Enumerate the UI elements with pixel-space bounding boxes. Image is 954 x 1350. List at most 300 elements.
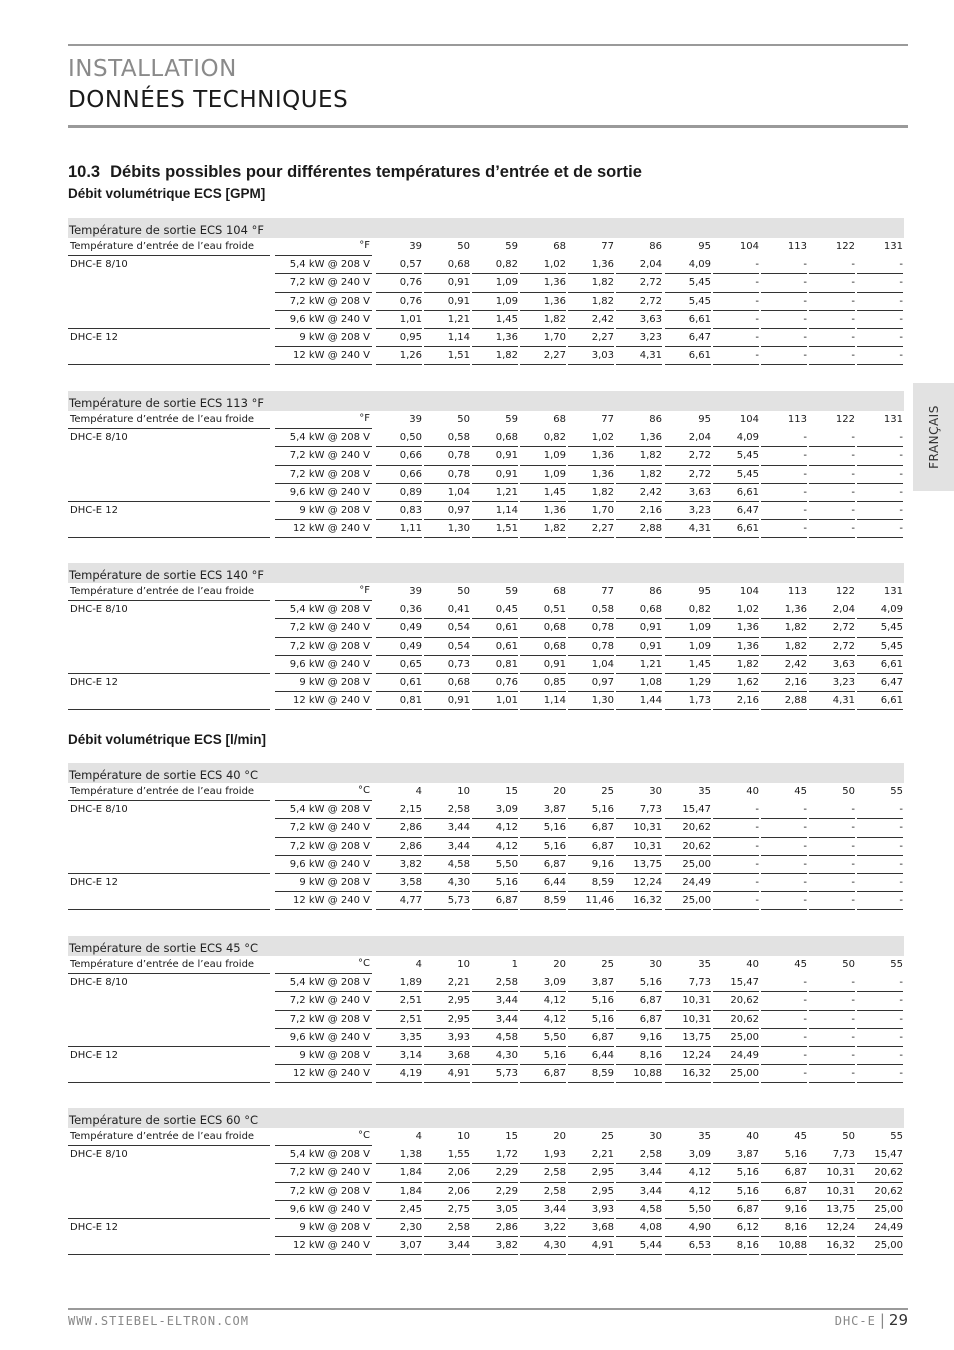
model-label: DHC-E 8/10 bbox=[70, 1149, 128, 1161]
flow-value: 4,12 bbox=[688, 1185, 711, 1197]
inlet-temp: 45 bbox=[794, 786, 807, 797]
footer-rule bbox=[68, 1308, 908, 1310]
flow-value: 13,75 bbox=[826, 1203, 855, 1215]
flow-value: 0,73 bbox=[447, 658, 470, 670]
flow-value: 2,42 bbox=[639, 486, 662, 498]
flow-value: - bbox=[803, 977, 807, 989]
flow-value: 5,50 bbox=[688, 1203, 711, 1215]
flow-row bbox=[68, 892, 904, 910]
value-underline bbox=[857, 364, 903, 365]
flow-value: 20,62 bbox=[730, 995, 759, 1007]
flow-value: 6,61 bbox=[688, 313, 711, 325]
flow-value: 16,32 bbox=[682, 1068, 711, 1080]
flow-value: - bbox=[851, 313, 855, 325]
flow-value: 2,88 bbox=[639, 523, 662, 535]
inlet-temp: 68 bbox=[553, 241, 566, 252]
flow-value: - bbox=[803, 858, 807, 870]
flow-value: - bbox=[851, 259, 855, 271]
flow-value: - bbox=[755, 313, 759, 325]
flow-value: 1,11 bbox=[399, 523, 422, 535]
unit-label: °F bbox=[359, 240, 370, 251]
flow-value: 0,81 bbox=[399, 695, 422, 707]
flow-value: 1,51 bbox=[495, 523, 518, 535]
flow-value: - bbox=[803, 313, 807, 325]
unit-label: °F bbox=[359, 585, 370, 596]
inlet-temp: 59 bbox=[505, 241, 518, 252]
inlet-temp: 50 bbox=[457, 241, 470, 252]
flow-value: 5,45 bbox=[736, 450, 759, 462]
inlet-temp: 131 bbox=[883, 414, 903, 425]
flow-value: - bbox=[899, 876, 903, 888]
flow-value: 5,16 bbox=[639, 977, 662, 989]
flow-value: 1,21 bbox=[447, 313, 470, 325]
value-underline bbox=[616, 709, 662, 710]
inlet-temp: 59 bbox=[505, 586, 518, 597]
flow-value: 0,81 bbox=[495, 658, 518, 670]
flow-value: 20,62 bbox=[682, 840, 711, 852]
inlet-temp: 68 bbox=[553, 414, 566, 425]
flow-value: - bbox=[755, 876, 759, 888]
power-config: 7,2 kW @ 240 V bbox=[289, 1167, 370, 1179]
flow-value: 2,58 bbox=[447, 1221, 470, 1233]
flow-value: 1,14 bbox=[447, 331, 470, 343]
inlet-label: Température d’entrée de l’eau froide bbox=[70, 959, 255, 970]
flow-value: - bbox=[899, 840, 903, 852]
flow-value: 0,68 bbox=[543, 622, 566, 634]
flow-value: 0,68 bbox=[639, 604, 662, 616]
flow-value: 10,88 bbox=[633, 1068, 662, 1080]
flow-value: 3,68 bbox=[447, 1049, 470, 1061]
flow-value: - bbox=[755, 277, 759, 289]
flow-value: 0,82 bbox=[688, 604, 711, 616]
power-config: 12 kW @ 240 V bbox=[292, 1068, 370, 1080]
power-config: 12 kW @ 240 V bbox=[292, 350, 370, 362]
flow-value: 10,31 bbox=[682, 1013, 711, 1025]
flow-value: 1,82 bbox=[639, 468, 662, 480]
flow-value: 2,58 bbox=[447, 804, 470, 816]
flow-value: 1,38 bbox=[399, 1149, 422, 1161]
flow-value: 5,16 bbox=[736, 1167, 759, 1179]
flow-value: 24,49 bbox=[874, 1221, 903, 1233]
flow-value: 2,15 bbox=[399, 804, 422, 816]
flow-value: 6,47 bbox=[880, 676, 903, 688]
flow-value: 0,54 bbox=[447, 640, 470, 652]
value-underline bbox=[376, 709, 422, 710]
flow-value: - bbox=[851, 331, 855, 343]
flow-value: 0,58 bbox=[591, 604, 614, 616]
inlet-temp: 15 bbox=[505, 786, 518, 797]
value-underline bbox=[568, 709, 614, 710]
flow-value: 2,72 bbox=[688, 468, 711, 480]
flow-row bbox=[68, 256, 904, 274]
flow-value: 0,82 bbox=[495, 259, 518, 271]
flow-value: - bbox=[851, 277, 855, 289]
flow-row bbox=[68, 1219, 904, 1237]
model-underline bbox=[68, 909, 270, 910]
inlet-temp: 39 bbox=[409, 414, 422, 425]
flow-value: 6,61 bbox=[880, 695, 903, 707]
value-underline bbox=[809, 709, 855, 710]
inlet-temp: 131 bbox=[883, 586, 903, 597]
flow-value: 20,62 bbox=[874, 1167, 903, 1179]
flow-value: 2,42 bbox=[784, 658, 807, 670]
flow-value: 4,31 bbox=[688, 523, 711, 535]
flow-value: 10,31 bbox=[633, 822, 662, 834]
flow-value: 1,89 bbox=[399, 977, 422, 989]
table-title: Température de sortie ECS 60 °C bbox=[68, 1108, 904, 1128]
flow-value: 0,54 bbox=[447, 622, 470, 634]
inlet-temp: 95 bbox=[698, 414, 711, 425]
flow-value: 0,66 bbox=[399, 450, 422, 462]
value-underline bbox=[424, 909, 470, 910]
flow-value: - bbox=[851, 1013, 855, 1025]
value-underline bbox=[857, 1082, 903, 1083]
inlet-temp: 113 bbox=[787, 414, 807, 425]
flow-value: 1,29 bbox=[688, 676, 711, 688]
table-title: Température de sortie ECS 113 °F bbox=[68, 391, 904, 411]
flow-value: 3,44 bbox=[543, 1203, 566, 1215]
flow-value: 0,97 bbox=[591, 676, 614, 688]
flow-value: 3,44 bbox=[495, 1013, 518, 1025]
inlet-temp: 50 bbox=[842, 1131, 855, 1142]
power-config: 5,4 kW @ 208 V bbox=[289, 604, 370, 616]
flow-value: - bbox=[851, 504, 855, 516]
flow-value: 3,44 bbox=[447, 1240, 470, 1252]
flow-value: 2,95 bbox=[591, 1185, 614, 1197]
flow-value: 0,91 bbox=[447, 277, 470, 289]
flow-value: - bbox=[803, 895, 807, 907]
flow-row bbox=[68, 819, 904, 837]
flow-row bbox=[68, 838, 904, 856]
flow-value: 0,91 bbox=[447, 695, 470, 707]
flow-value: 1,82 bbox=[784, 640, 807, 652]
flow-value: 1,01 bbox=[399, 313, 422, 325]
flow-value: - bbox=[899, 468, 903, 480]
config-underline bbox=[275, 1082, 372, 1083]
flow-value: 5,50 bbox=[495, 858, 518, 870]
flow-value: 0,49 bbox=[399, 640, 422, 652]
flow-value: 8,59 bbox=[543, 895, 566, 907]
flow-value: 3,44 bbox=[447, 840, 470, 852]
inlet-temp: 30 bbox=[649, 959, 662, 970]
flow-value: 0,97 bbox=[447, 504, 470, 516]
flow-value: 0,76 bbox=[399, 295, 422, 307]
flow-value: 6,61 bbox=[736, 486, 759, 498]
power-config: 5,4 kW @ 208 V bbox=[289, 1149, 370, 1161]
power-config: 7,2 kW @ 208 V bbox=[289, 468, 370, 480]
flow-value: 1,82 bbox=[591, 295, 614, 307]
power-config: 7,2 kW @ 240 V bbox=[289, 822, 370, 834]
inlet-temp: 50 bbox=[842, 786, 855, 797]
flow-value: - bbox=[755, 295, 759, 307]
flow-value: 4,09 bbox=[736, 432, 759, 444]
section-heading bbox=[68, 163, 642, 182]
inlet-temp: 86 bbox=[649, 414, 662, 425]
unit-label: °C bbox=[358, 958, 370, 969]
value-underline bbox=[424, 1254, 470, 1255]
flow-value: 6,87 bbox=[736, 1203, 759, 1215]
flow-value: - bbox=[899, 1068, 903, 1080]
inlet-temp: 1 bbox=[511, 959, 518, 970]
flow-value: 3,87 bbox=[591, 977, 614, 989]
value-underline bbox=[568, 537, 614, 538]
value-underline bbox=[568, 1082, 614, 1083]
flow-value: - bbox=[851, 977, 855, 989]
flow-value: 5,45 bbox=[880, 640, 903, 652]
flow-value: - bbox=[851, 804, 855, 816]
outlet-temp-table bbox=[68, 1108, 904, 1255]
flow-value: 2,29 bbox=[495, 1167, 518, 1179]
chapter-title: INSTALLATION bbox=[68, 56, 237, 82]
inlet-temp: 10 bbox=[457, 1131, 470, 1142]
inlet-label: Température d’entrée de l’eau froide bbox=[70, 414, 255, 425]
flow-value: - bbox=[899, 350, 903, 362]
inlet-temp: 4 bbox=[415, 959, 422, 970]
flow-value: - bbox=[803, 1031, 807, 1043]
flow-value: 1,36 bbox=[543, 295, 566, 307]
flow-value: - bbox=[899, 895, 903, 907]
flow-value: - bbox=[803, 804, 807, 816]
inlet-temp: 4 bbox=[415, 786, 422, 797]
flow-row bbox=[68, 674, 904, 692]
flow-value: 2,51 bbox=[399, 1013, 422, 1025]
flow-value: 0,95 bbox=[399, 331, 422, 343]
power-config: 7,2 kW @ 240 V bbox=[289, 450, 370, 462]
flow-value: - bbox=[899, 858, 903, 870]
flow-value: 7,73 bbox=[639, 804, 662, 816]
flow-value: 1,36 bbox=[543, 277, 566, 289]
inlet-temp: 122 bbox=[835, 241, 855, 252]
flow-value: 3,63 bbox=[639, 313, 662, 325]
flow-value: 2,51 bbox=[399, 995, 422, 1007]
flow-value: 9,16 bbox=[591, 858, 614, 870]
flow-value: - bbox=[755, 858, 759, 870]
flow-row bbox=[68, 1011, 904, 1029]
inlet-temp: 25 bbox=[601, 1131, 614, 1142]
inlet-temp: 40 bbox=[746, 1131, 759, 1142]
power-config: 9 kW @ 208 V bbox=[299, 876, 370, 888]
inlet-temp: 113 bbox=[787, 241, 807, 252]
inlet-temp: 77 bbox=[601, 586, 614, 597]
flow-value: 2,27 bbox=[591, 331, 614, 343]
flow-value: 2,04 bbox=[639, 259, 662, 271]
flow-value: 1,09 bbox=[543, 468, 566, 480]
flow-value: 4,31 bbox=[639, 350, 662, 362]
flow-value: 5,45 bbox=[688, 295, 711, 307]
flow-value: - bbox=[851, 995, 855, 1007]
power-config: 7,2 kW @ 208 V bbox=[289, 295, 370, 307]
flow-value: - bbox=[899, 486, 903, 498]
flow-row bbox=[68, 1029, 904, 1047]
value-underline bbox=[809, 909, 855, 910]
flow-value: 12,24 bbox=[633, 876, 662, 888]
flow-value: 10,31 bbox=[682, 995, 711, 1007]
value-underline bbox=[472, 537, 518, 538]
flow-value: 3,14 bbox=[399, 1049, 422, 1061]
flow-value: 8,59 bbox=[591, 876, 614, 888]
flow-value: 6,87 bbox=[639, 995, 662, 1007]
flow-value: 8,16 bbox=[639, 1049, 662, 1061]
flow-value: 0,78 bbox=[447, 468, 470, 480]
flow-value: - bbox=[851, 1068, 855, 1080]
flow-row bbox=[68, 619, 904, 637]
flow-value: 6,87 bbox=[591, 822, 614, 834]
flow-row bbox=[68, 601, 904, 619]
flow-value: 1,36 bbox=[784, 604, 807, 616]
inlet-temp: 86 bbox=[649, 586, 662, 597]
flow-value: 15,47 bbox=[682, 804, 711, 816]
flow-value: 2,21 bbox=[591, 1149, 614, 1161]
flow-value: - bbox=[899, 504, 903, 516]
inlet-temp: 30 bbox=[649, 786, 662, 797]
flow-value: 4,09 bbox=[880, 604, 903, 616]
flow-value: 0,91 bbox=[447, 295, 470, 307]
flow-value: 8,16 bbox=[736, 1240, 759, 1252]
flow-value: 0,58 bbox=[447, 432, 470, 444]
flow-value: 3,09 bbox=[688, 1149, 711, 1161]
flow-value: 3,03 bbox=[591, 350, 614, 362]
value-underline bbox=[376, 537, 422, 538]
flow-value: 0,45 bbox=[495, 604, 518, 616]
flow-value: 1,04 bbox=[447, 486, 470, 498]
value-underline bbox=[857, 709, 903, 710]
flow-value: - bbox=[851, 486, 855, 498]
flow-value: 2,06 bbox=[447, 1185, 470, 1197]
power-config: 5,4 kW @ 208 V bbox=[289, 804, 370, 816]
flow-row bbox=[68, 329, 904, 347]
flow-value: 2,58 bbox=[543, 1185, 566, 1197]
value-underline bbox=[857, 909, 903, 910]
value-underline bbox=[520, 1082, 566, 1083]
inlet-temp: 122 bbox=[835, 414, 855, 425]
flow-value: 6,87 bbox=[591, 840, 614, 852]
inlet-temp: 35 bbox=[698, 786, 711, 797]
flow-value: 3,22 bbox=[543, 1221, 566, 1233]
inlet-temp: 35 bbox=[698, 1131, 711, 1142]
flow-value: - bbox=[899, 822, 903, 834]
inlet-header-row bbox=[68, 411, 904, 429]
flow-value: 0,82 bbox=[543, 432, 566, 444]
flow-value: 6,87 bbox=[495, 895, 518, 907]
power-config: 5,4 kW @ 208 V bbox=[289, 977, 370, 989]
flow-value: 11,46 bbox=[585, 895, 614, 907]
flow-value: 5,45 bbox=[736, 468, 759, 480]
flow-value: 1,21 bbox=[495, 486, 518, 498]
value-underline bbox=[761, 909, 807, 910]
flow-value: 2,30 bbox=[399, 1221, 422, 1233]
flow-value: 5,16 bbox=[784, 1149, 807, 1161]
language-tab bbox=[913, 383, 954, 491]
flow-value: 4,09 bbox=[688, 259, 711, 271]
flow-value: 2,16 bbox=[736, 695, 759, 707]
flow-value: 6,61 bbox=[736, 523, 759, 535]
flow-value: 1,72 bbox=[495, 1149, 518, 1161]
flow-value: 2,58 bbox=[639, 1149, 662, 1161]
flow-value: 4,91 bbox=[447, 1068, 470, 1080]
flow-value: 1,45 bbox=[543, 486, 566, 498]
flow-value: 2,86 bbox=[399, 822, 422, 834]
flow-value: - bbox=[899, 331, 903, 343]
value-underline bbox=[376, 364, 422, 365]
flow-row bbox=[68, 347, 904, 365]
flow-value: 0,66 bbox=[399, 468, 422, 480]
flow-value: - bbox=[851, 858, 855, 870]
flow-value: 2,88 bbox=[784, 695, 807, 707]
value-underline bbox=[665, 537, 711, 538]
flow-value: 3,23 bbox=[832, 676, 855, 688]
inlet-temp: 39 bbox=[409, 586, 422, 597]
flow-value: 0,91 bbox=[639, 622, 662, 634]
flow-value: 1,14 bbox=[543, 695, 566, 707]
value-underline bbox=[616, 1254, 662, 1255]
model-label: DHC-E 8/10 bbox=[70, 432, 128, 444]
flow-value: 1,04 bbox=[591, 658, 614, 670]
flow-value: 1,36 bbox=[543, 504, 566, 516]
inlet-temp: 86 bbox=[649, 241, 662, 252]
flow-value: 1,82 bbox=[591, 277, 614, 289]
outlet-temp-table bbox=[68, 391, 904, 538]
inlet-temp: 50 bbox=[457, 414, 470, 425]
flow-value: 5,16 bbox=[736, 1185, 759, 1197]
flow-value: 2,04 bbox=[832, 604, 855, 616]
model-underline bbox=[68, 1254, 270, 1255]
config-underline bbox=[275, 537, 372, 538]
flow-value: 0,91 bbox=[543, 658, 566, 670]
top-rule bbox=[68, 44, 908, 46]
inlet-temp: 39 bbox=[409, 241, 422, 252]
value-underline bbox=[424, 364, 470, 365]
power-config: 12 kW @ 240 V bbox=[292, 895, 370, 907]
flow-value: - bbox=[899, 313, 903, 325]
power-config: 9,6 kW @ 240 V bbox=[289, 1031, 370, 1043]
flow-value: - bbox=[803, 1049, 807, 1061]
flow-value: - bbox=[803, 331, 807, 343]
flow-value: 5,16 bbox=[495, 876, 518, 888]
flow-value: 4,58 bbox=[447, 858, 470, 870]
power-config: 9 kW @ 208 V bbox=[299, 504, 370, 516]
flow-value: 4,12 bbox=[495, 822, 518, 834]
inlet-temp: 45 bbox=[794, 959, 807, 970]
outlet-temp-table bbox=[68, 563, 904, 710]
flow-value: - bbox=[803, 350, 807, 362]
flow-value: 4,12 bbox=[543, 995, 566, 1007]
flow-value: - bbox=[851, 432, 855, 444]
inlet-temp: 77 bbox=[601, 241, 614, 252]
flow-value: 1,30 bbox=[447, 523, 470, 535]
inlet-temp: 55 bbox=[890, 786, 903, 797]
flow-value: 2,86 bbox=[495, 1221, 518, 1233]
flow-value: - bbox=[899, 1013, 903, 1025]
flow-value: 9,16 bbox=[639, 1031, 662, 1043]
flow-value: 0,78 bbox=[591, 622, 614, 634]
value-underline bbox=[376, 1254, 422, 1255]
inlet-label: Température d’entrée de l’eau froide bbox=[70, 241, 255, 252]
flow-value: 1,84 bbox=[399, 1185, 422, 1197]
flow-value: 20,62 bbox=[682, 822, 711, 834]
value-underline bbox=[713, 709, 759, 710]
flow-row bbox=[68, 1201, 904, 1219]
flow-value: 0,76 bbox=[399, 277, 422, 289]
power-config: 9,6 kW @ 240 V bbox=[289, 486, 370, 498]
flow-value: 2,72 bbox=[832, 640, 855, 652]
flow-value: 3,44 bbox=[639, 1185, 662, 1197]
flow-value: 1,93 bbox=[543, 1149, 566, 1161]
flow-value: 1,36 bbox=[736, 640, 759, 652]
flow-value: 0,68 bbox=[495, 432, 518, 444]
flow-value: 3,23 bbox=[639, 331, 662, 343]
flow-value: - bbox=[899, 995, 903, 1007]
subheading-lmin: Débit volumétrique ECS [l/min] bbox=[68, 732, 267, 747]
